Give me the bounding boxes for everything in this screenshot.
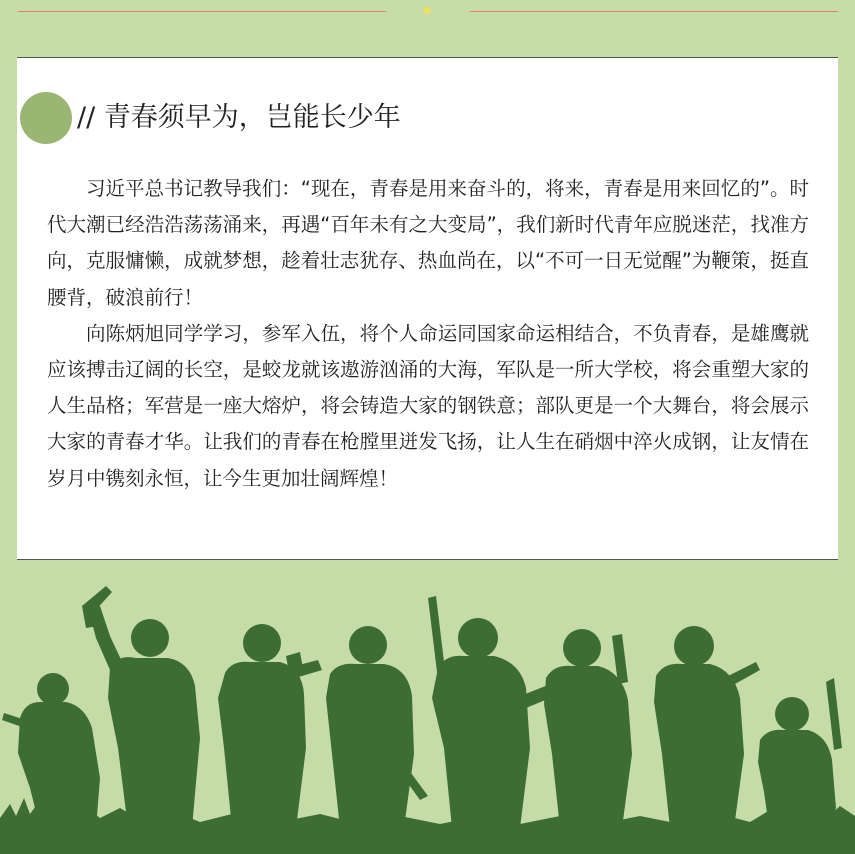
article-paragraph-1: 习近平总书记教导我们：“现在，青春是用来奋斗的，将来，青春是用来回忆的”。时代大潮已经浩浩荡荡涌来，再遇“百年未有之大变局”，我们新时代青年应脱迷茫，找准方向，克服慵懒，成就梦想，趁着壮志犹存、热血尚在，以“不可一日无觉醒”为鞭策，挺直腰背，破浪前行！ <box>47 177 809 309</box>
article-paragraph-2: 向陈炳旭同学学习，参军入伍，将个人命运同国家命运相结合，不负青春，是雄鹰就应该搏击辽阔的长空，是蛟龙就该遨游汹涌的大海，军队是一所大学校，将会重塑大家的人生品格；军营是一座大熔炉，将会铸造大家的钢铁意；部队更是一个大舞台，将会展示大家的青春才华。让我们的青春在枪膛里迸发飞扬，让人生在硝烟中淬火成钢，让友情在岁月中镌刻永恒，让今生更加壮阔辉煌！ <box>47 321 809 490</box>
article-body <box>47 171 809 497</box>
soldier-silhouette-8 <box>758 678 842 834</box>
soldier-silhouette-7 <box>654 626 760 828</box>
soldier-silhouette-5 <box>428 596 530 828</box>
article-title: // 青春须早为，岂能长少年 <box>77 102 401 133</box>
star-icon: ★ <box>420 3 434 19</box>
header-rule-right <box>470 11 838 12</box>
soldier-silhouette-6 <box>520 629 632 828</box>
soldier-silhouette-1 <box>2 673 100 828</box>
soldier-silhouette-3 <box>218 624 322 828</box>
article-card <box>17 57 838 560</box>
title-dot-icon <box>20 92 72 144</box>
header-rule-left <box>18 11 386 12</box>
soldier-silhouette-4 <box>326 626 428 828</box>
soldier-silhouette-2 <box>82 586 200 828</box>
article-title-row <box>20 90 820 146</box>
soldier-silhouettes-illustration <box>0 578 855 854</box>
